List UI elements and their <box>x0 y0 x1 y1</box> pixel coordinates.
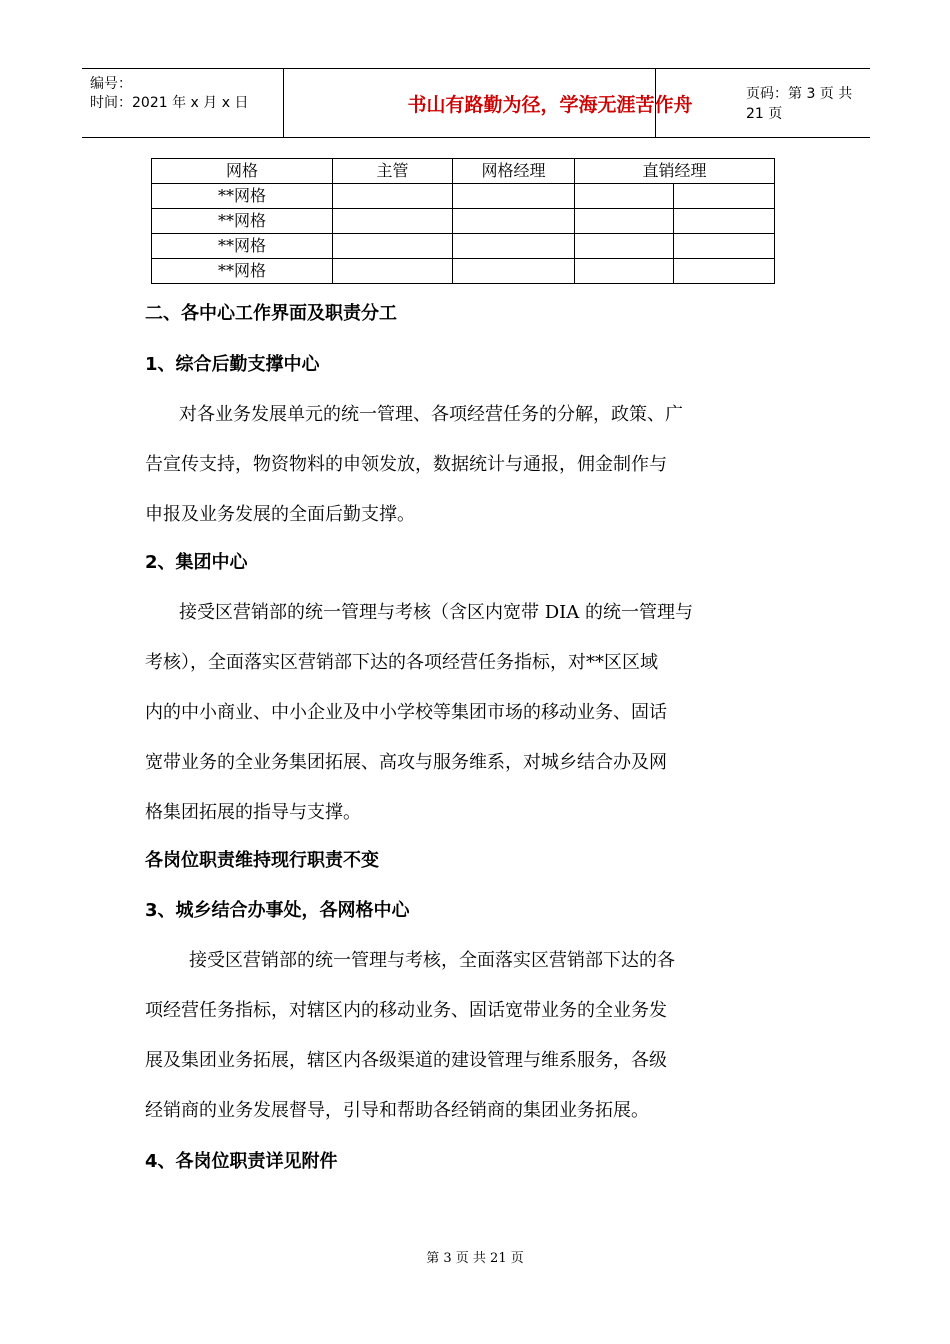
table-cell <box>333 259 453 284</box>
table-cell <box>333 209 453 234</box>
paragraph-line: 接受区营销部的统一管理与考核，全面落实区营销部下达的各 <box>189 950 675 971</box>
table-cell <box>575 209 674 234</box>
section-heading: 二、各中心工作界面及职责分工 <box>145 303 397 324</box>
grid-table <box>151 158 775 284</box>
table-row <box>152 209 775 234</box>
paragraph-line: 宽带业务的全业务集团拓展、高攻与服务维系，对城乡结合办及网 <box>145 752 667 773</box>
table-header-cell: 直销经理 <box>575 159 775 184</box>
paragraph-line: 内的中小商业、中小企业及中小学校等集团市场的移动业务、固话 <box>145 702 667 723</box>
duty-note-heading: 各岗位职责维持现行职责不变 <box>145 850 379 871</box>
header-page-info: 页码：第 3 页 共 21 页 <box>746 86 853 122</box>
header-divider <box>283 69 284 137</box>
table-cell <box>575 234 674 259</box>
page-footer: 第 3 页 共 21 页 <box>426 1251 524 1266</box>
table-header-cell: 网格 <box>152 159 333 184</box>
subsection-heading: 3、城乡结合办事处，各网格中心 <box>145 900 410 921</box>
paragraph-line: 展及集团业务拓展，辖区内各级渠道的建设管理与维系服务，各级 <box>145 1050 667 1071</box>
table-cell <box>453 259 575 284</box>
table-cell <box>674 234 775 259</box>
table-cell <box>674 259 775 284</box>
header-meta <box>90 75 248 113</box>
subsection-heading: 2、集团中心 <box>145 552 248 573</box>
table-header-cell: 网格经理 <box>453 159 575 184</box>
table-cell <box>453 234 575 259</box>
table-cell <box>453 184 575 209</box>
paragraph-line: 申报及业务发展的全面后勤支撑。 <box>145 504 415 525</box>
table-row <box>152 259 775 284</box>
table-row <box>152 234 775 259</box>
header-motto: 书山有路勤为径，学海无涯苦作舟 <box>407 93 693 116</box>
table-cell <box>333 184 453 209</box>
table-cell: **网格 <box>152 259 333 284</box>
table-cell <box>575 259 674 284</box>
table-cell <box>575 184 674 209</box>
header-number: 编号： <box>90 76 132 92</box>
table-cell <box>674 209 775 234</box>
table-header-row <box>152 159 775 184</box>
table-cell <box>333 234 453 259</box>
table-cell: **网格 <box>152 209 333 234</box>
paragraph-line: 格集团拓展的指导与支撑。 <box>145 802 361 823</box>
table-cell: **网格 <box>152 234 333 259</box>
paragraph-line: 经销商的业务发展督导，引导和帮助各经销商的集团业务拓展。 <box>145 1100 649 1121</box>
table-row <box>152 184 775 209</box>
paragraph-line: 项经营任务指标，对辖区内的移动业务、固话宽带业务的全业务发 <box>145 1000 667 1021</box>
subsection-heading: 4、各岗位职责详见附件 <box>145 1151 338 1172</box>
table-header-cell: 主管 <box>333 159 453 184</box>
paragraph-line: 考核），全面落实区营销部下达的各项经营任务指标，对**区区域 <box>145 652 658 673</box>
paragraph-line: 对各业务发展单元的统一管理、各项经营任务的分解，政策、广 <box>179 404 683 425</box>
subsection-heading: 1、综合后勤支撑中心 <box>145 354 320 375</box>
table-cell: **网格 <box>152 184 333 209</box>
page-header <box>82 68 870 138</box>
header-time: 时间：2021 年 x 月 x 日 <box>90 95 249 111</box>
table-cell <box>674 184 775 209</box>
paragraph-line: 告宣传支持，物资物料的申领发放，数据统计与通报，佣金制作与 <box>145 454 667 475</box>
table-cell <box>453 209 575 234</box>
paragraph-line: 接受区营销部的统一管理与考核（含区内宽带 DIA 的统一管理与 <box>179 602 693 623</box>
